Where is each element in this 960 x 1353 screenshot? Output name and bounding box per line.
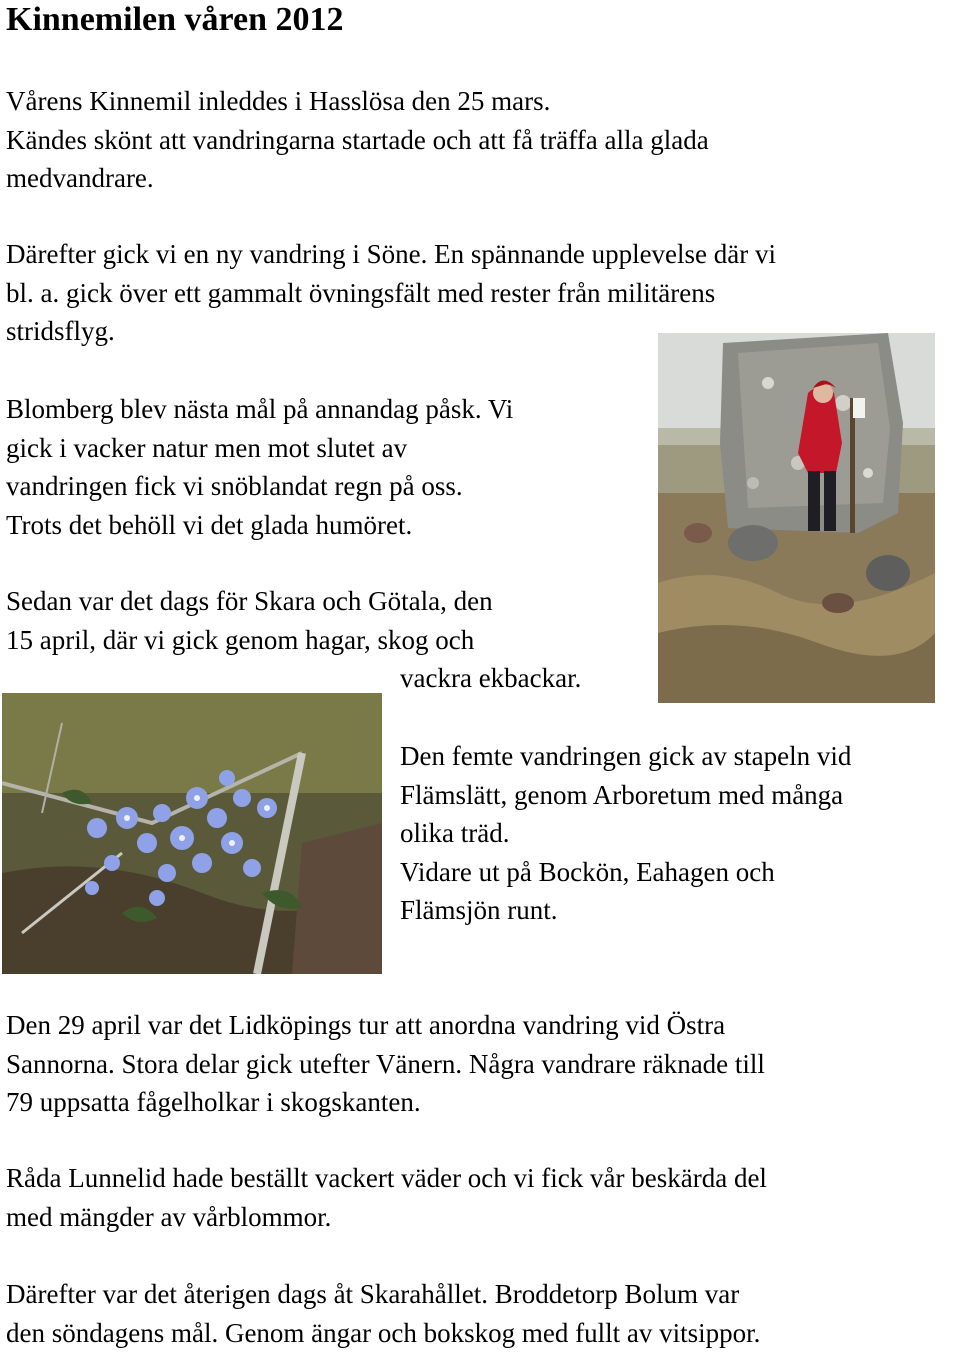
text-line: gick i vacker natur men mot slutet av xyxy=(6,432,408,463)
paragraph-skara-gotala xyxy=(6,582,581,698)
text-line: Den femte vandringen gick av stapeln vid xyxy=(400,741,852,771)
text-line: Blomberg blev nästa mål på annandag påsk. Vi xyxy=(6,394,514,424)
text-line: Sedan var det dags för Skara och Götala, den xyxy=(6,586,493,616)
paragraph-hasslosa xyxy=(6,82,709,198)
paragraph-flamslatt xyxy=(400,737,851,930)
text-line: bl. a. gick över ett gammalt övningsfält med rester från militärens xyxy=(6,277,716,308)
text-line: Flämsjön runt. xyxy=(400,895,558,925)
text-line: medvandrare. xyxy=(6,163,154,193)
text-line: Flämslätt, genom Arboretum med många xyxy=(400,779,844,810)
text-line: Kändes skönt att vandringarna startade och att få träffa alla glada xyxy=(6,124,709,155)
text-line: Därefter var det återigen dags åt Skarahållet. Broddetorp Bolum var xyxy=(6,1279,740,1309)
text-line: Vidare ut på Bockön, Eahagen och xyxy=(400,856,775,887)
text-line: Vårens Kinnemil inleddes i Hasslösa den 25 mars. xyxy=(6,86,551,116)
text-line: Den 29 april var det Lidköpings tur att anordna vandring vid Östra xyxy=(6,1010,726,1040)
stone-hiker-photo-icon xyxy=(658,333,935,703)
page-title: Kinnemilen våren 2012 xyxy=(6,1,344,38)
text-line: med mängder av vårblommor. xyxy=(6,1201,332,1232)
text-line: Råda Lunnelid hade beställt vackert väder och vi fick vår beskärda del xyxy=(6,1163,767,1193)
paragraph-broddetorp xyxy=(6,1275,760,1352)
text-line: olika träd. xyxy=(400,818,510,848)
text-line: vandringen fick vi snöblandat regn på oss. xyxy=(6,471,463,501)
text-line: 79 uppsatta fågelholkar i skogskanten. xyxy=(6,1087,421,1117)
text-line: Trots det behöll vi det glada humöret. xyxy=(6,509,413,540)
photo-blue-hepatica-flowers xyxy=(2,693,382,974)
text-line: stridsflyg. xyxy=(6,316,115,346)
paragraph-rada-lunnelid xyxy=(6,1159,767,1236)
text-line: Sannorna. Stora delar gick utefter Vänern. Några vandrare räknade till xyxy=(6,1048,765,1079)
paragraph-blomberg xyxy=(6,390,513,544)
text-line: den söndagens mål. Genom ängar och bokskog med fullt av vitsippor. xyxy=(6,1317,761,1348)
hepatica-flowers-photo-icon xyxy=(2,693,382,974)
paragraph-lidkoping xyxy=(6,1006,765,1122)
photo-standing-stone-hiker xyxy=(658,333,935,703)
text-line: 15 april, där vi gick genom hagar, skog och xyxy=(6,624,475,655)
text-line: Därefter gick vi en ny vandring i Söne. En spännande upplevelse där vi xyxy=(6,239,777,269)
text-line: vackra ekbackar. xyxy=(400,663,582,693)
